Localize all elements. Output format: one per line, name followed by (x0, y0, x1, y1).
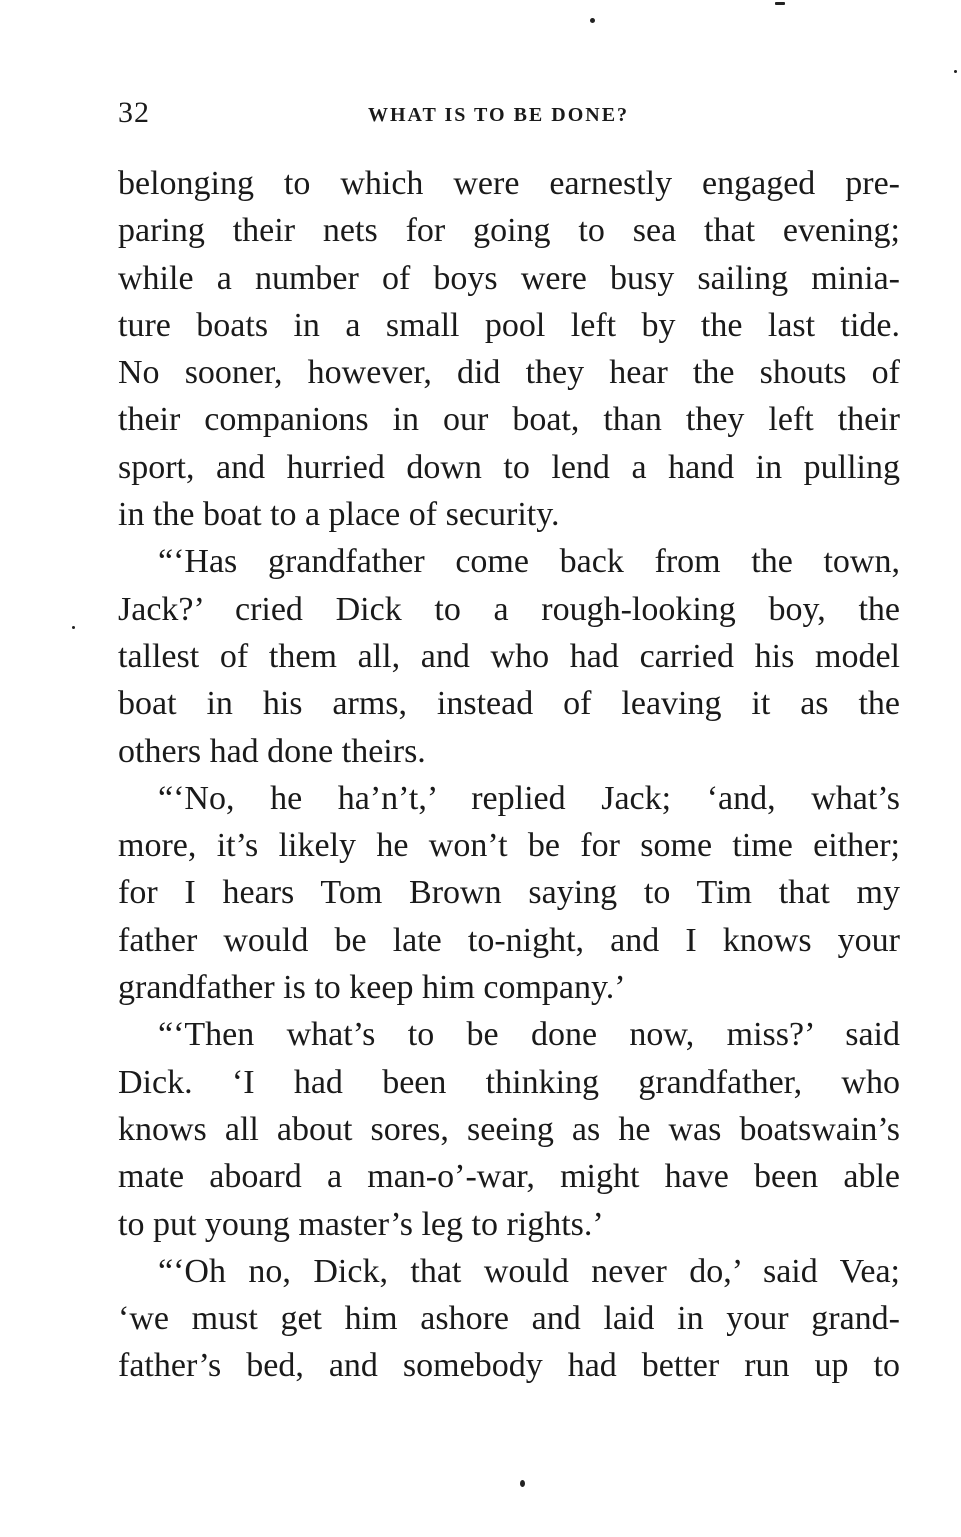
page-header (118, 96, 900, 136)
text-line: sport, and hurried down to lend a hand in pulling (118, 448, 900, 486)
text-line: tallest of them all, and who had carried his model (118, 637, 900, 675)
scan-speck (590, 18, 595, 23)
text-line: paring their nets for going to sea that evening; (118, 212, 900, 250)
text-line: more, it’s likely he won’t be for some time either; (118, 827, 900, 865)
text-line: No sooner, however, did they hear the shouts of (118, 354, 900, 392)
text-line: grandfather is to keep him company.’ (118, 969, 626, 1007)
text-line: ‘we must get him ashore and laid in your grand- (118, 1300, 900, 1338)
text-line: knows all about sores, seeing as he was boatswain’s (118, 1110, 900, 1148)
text-line: in the boat to a place of security. (118, 496, 560, 534)
body-text (118, 160, 900, 1390)
scan-speck (520, 1480, 525, 1487)
scan-speck (954, 70, 957, 73)
text-line: father’s bed, and somebody had better run up to (118, 1347, 900, 1385)
text-line: Dick. ‘I had been thinking grandfather, who (118, 1063, 900, 1101)
scan-speck (775, 2, 785, 5)
text-line: boat in his arms, instead of leaving it as the (118, 685, 900, 723)
text-line: mate aboard a man-o’-war, might have been able (118, 1158, 900, 1196)
text-line: to put young master’s leg to rights.’ (118, 1205, 604, 1243)
text-line: “‘Oh no, Dick, that would never do,’ said Vea; (158, 1252, 900, 1290)
text-line: for I hears Tom Brown saying to Tim that my (118, 874, 900, 912)
text-line: ture boats in a small pool left by the last tide. (118, 306, 900, 344)
text-line: belonging to which were earnestly engaged pre- (118, 165, 900, 202)
text-line: while a number of boys were busy sailing minia- (118, 259, 900, 297)
text-line: “‘Has grandfather come back from the town, (158, 543, 900, 581)
text-line: others had done theirs. (118, 732, 426, 770)
scan-speck (72, 626, 75, 629)
text-line: Jack?’ cried Dick to a rough-looking boy, the (118, 590, 900, 628)
page-number: 32 (118, 96, 150, 129)
text-line: “‘Then what’s to be done now, miss?’ said (158, 1016, 900, 1054)
running-head: WHAT IS TO BE DONE? (368, 104, 630, 126)
text-line: “‘No, he ha’n’t,’ replied Jack; ‘and, what’s (158, 779, 900, 817)
text-line: father would be late to-night, and I knows your (118, 921, 900, 959)
text-line: their companions in our boat, than they left their (118, 401, 900, 439)
